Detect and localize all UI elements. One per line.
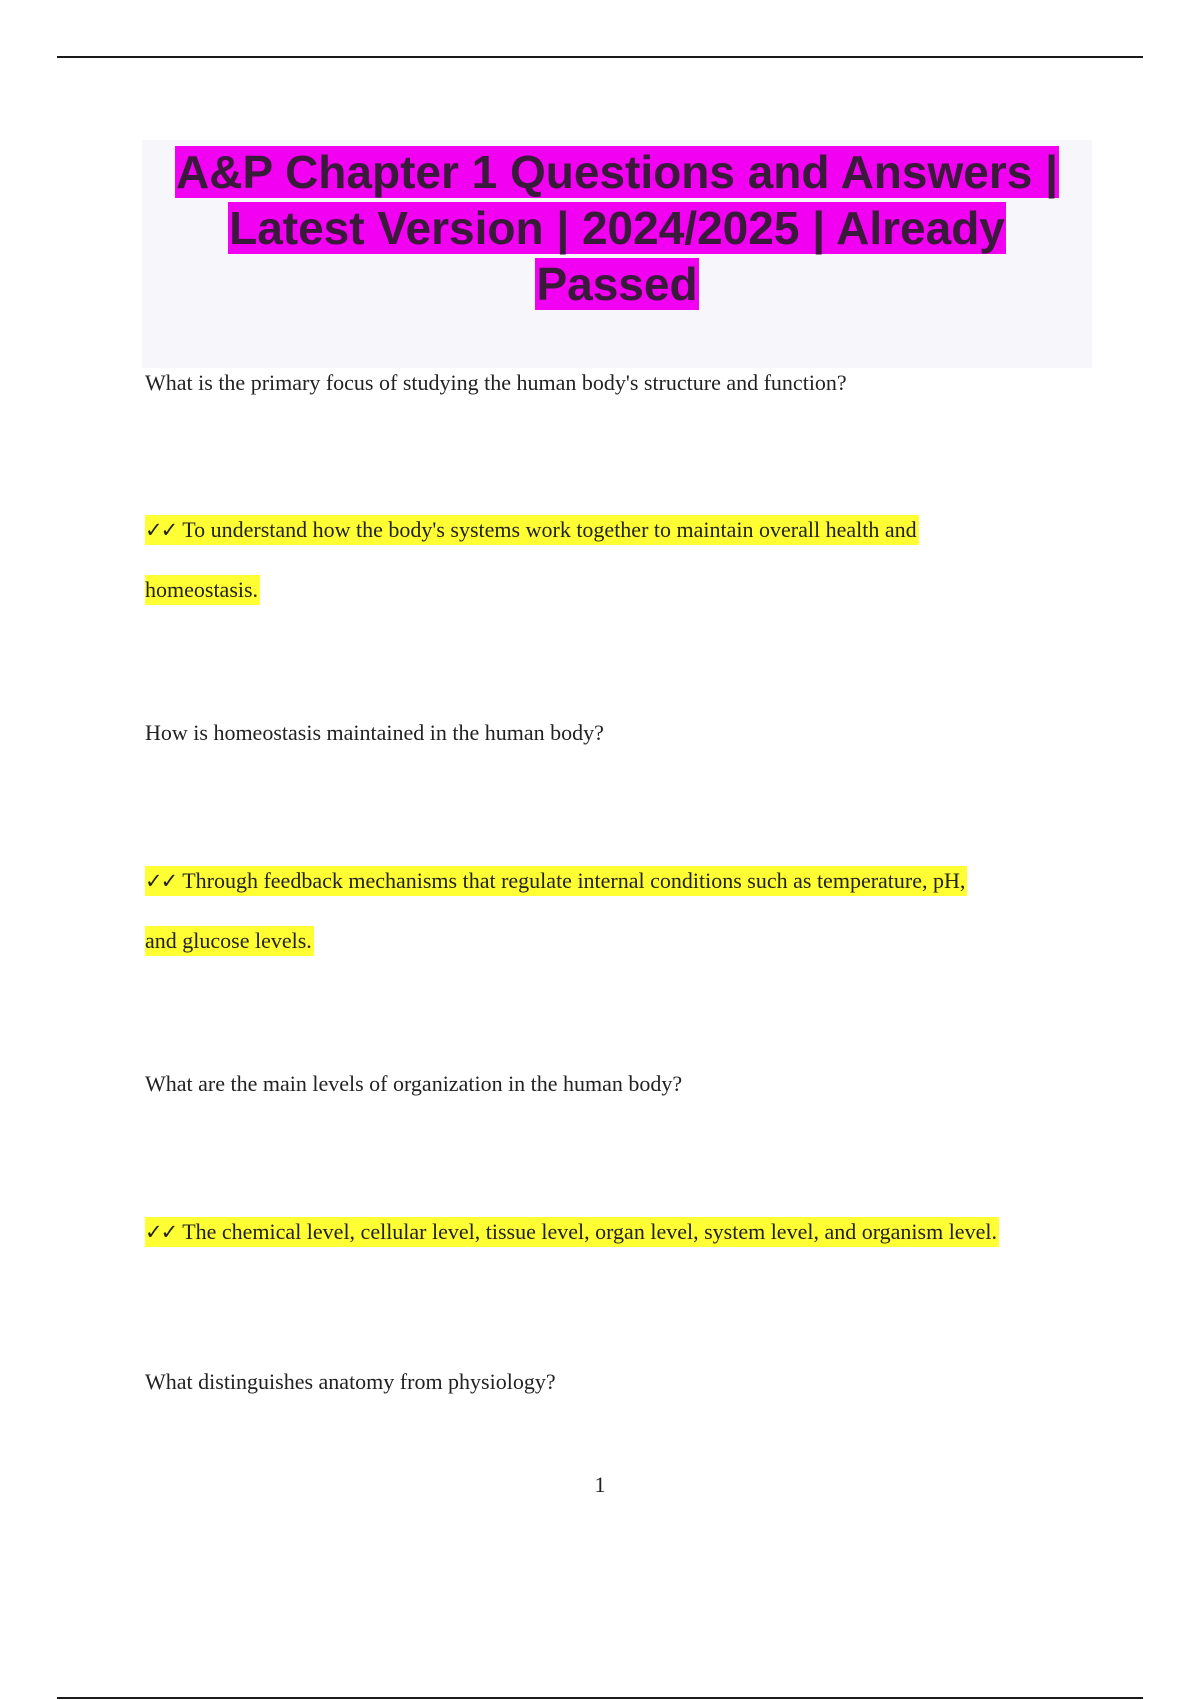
- question-2: How is homeostasis maintained in the human body?: [145, 720, 604, 745]
- double-check-icon: ✓✓: [145, 518, 177, 542]
- answer-line: [145, 866, 967, 896]
- title-line: Latest Version | 2024/2025 | Already: [229, 202, 1005, 254]
- answer-2-cont: [145, 926, 314, 956]
- double-check-icon: ✓✓: [145, 1220, 177, 1244]
- question-1: What is the primary focus of studying the human body's structure and function?: [145, 370, 847, 395]
- answer-1-cont: [145, 575, 260, 605]
- answer-1: [145, 515, 919, 545]
- document-title: [142, 140, 1092, 312]
- answer-line: [145, 1217, 999, 1247]
- answer-2: [145, 866, 967, 896]
- answer-line: homeostasis.: [145, 575, 260, 605]
- title-line: Passed: [536, 258, 698, 310]
- answer-line: and glucose levels.: [145, 926, 314, 956]
- question-3: What are the main levels of organization in the human body?: [145, 1071, 683, 1096]
- question-4: What distinguishes anatomy from physiology?: [145, 1369, 556, 1394]
- answer-line: [145, 515, 919, 545]
- title-block: [142, 140, 1092, 368]
- answer-text: The chemical level, cellular level, tissue level, organ level, system level, and organism level.: [182, 1219, 997, 1244]
- answer-3: [145, 1217, 999, 1247]
- bottom-rule: [57, 1697, 1143, 1699]
- title-line: A&P Chapter 1 Questions and Answers |: [176, 146, 1058, 198]
- answer-text: Through feedback mechanisms that regulate internal conditions such as temperature, pH,: [182, 868, 966, 893]
- page-number: 1: [594, 1472, 606, 1497]
- answer-text: To understand how the body's systems work together to maintain overall health and: [182, 517, 917, 542]
- top-rule: [57, 56, 1143, 58]
- double-check-icon: ✓✓: [145, 869, 177, 893]
